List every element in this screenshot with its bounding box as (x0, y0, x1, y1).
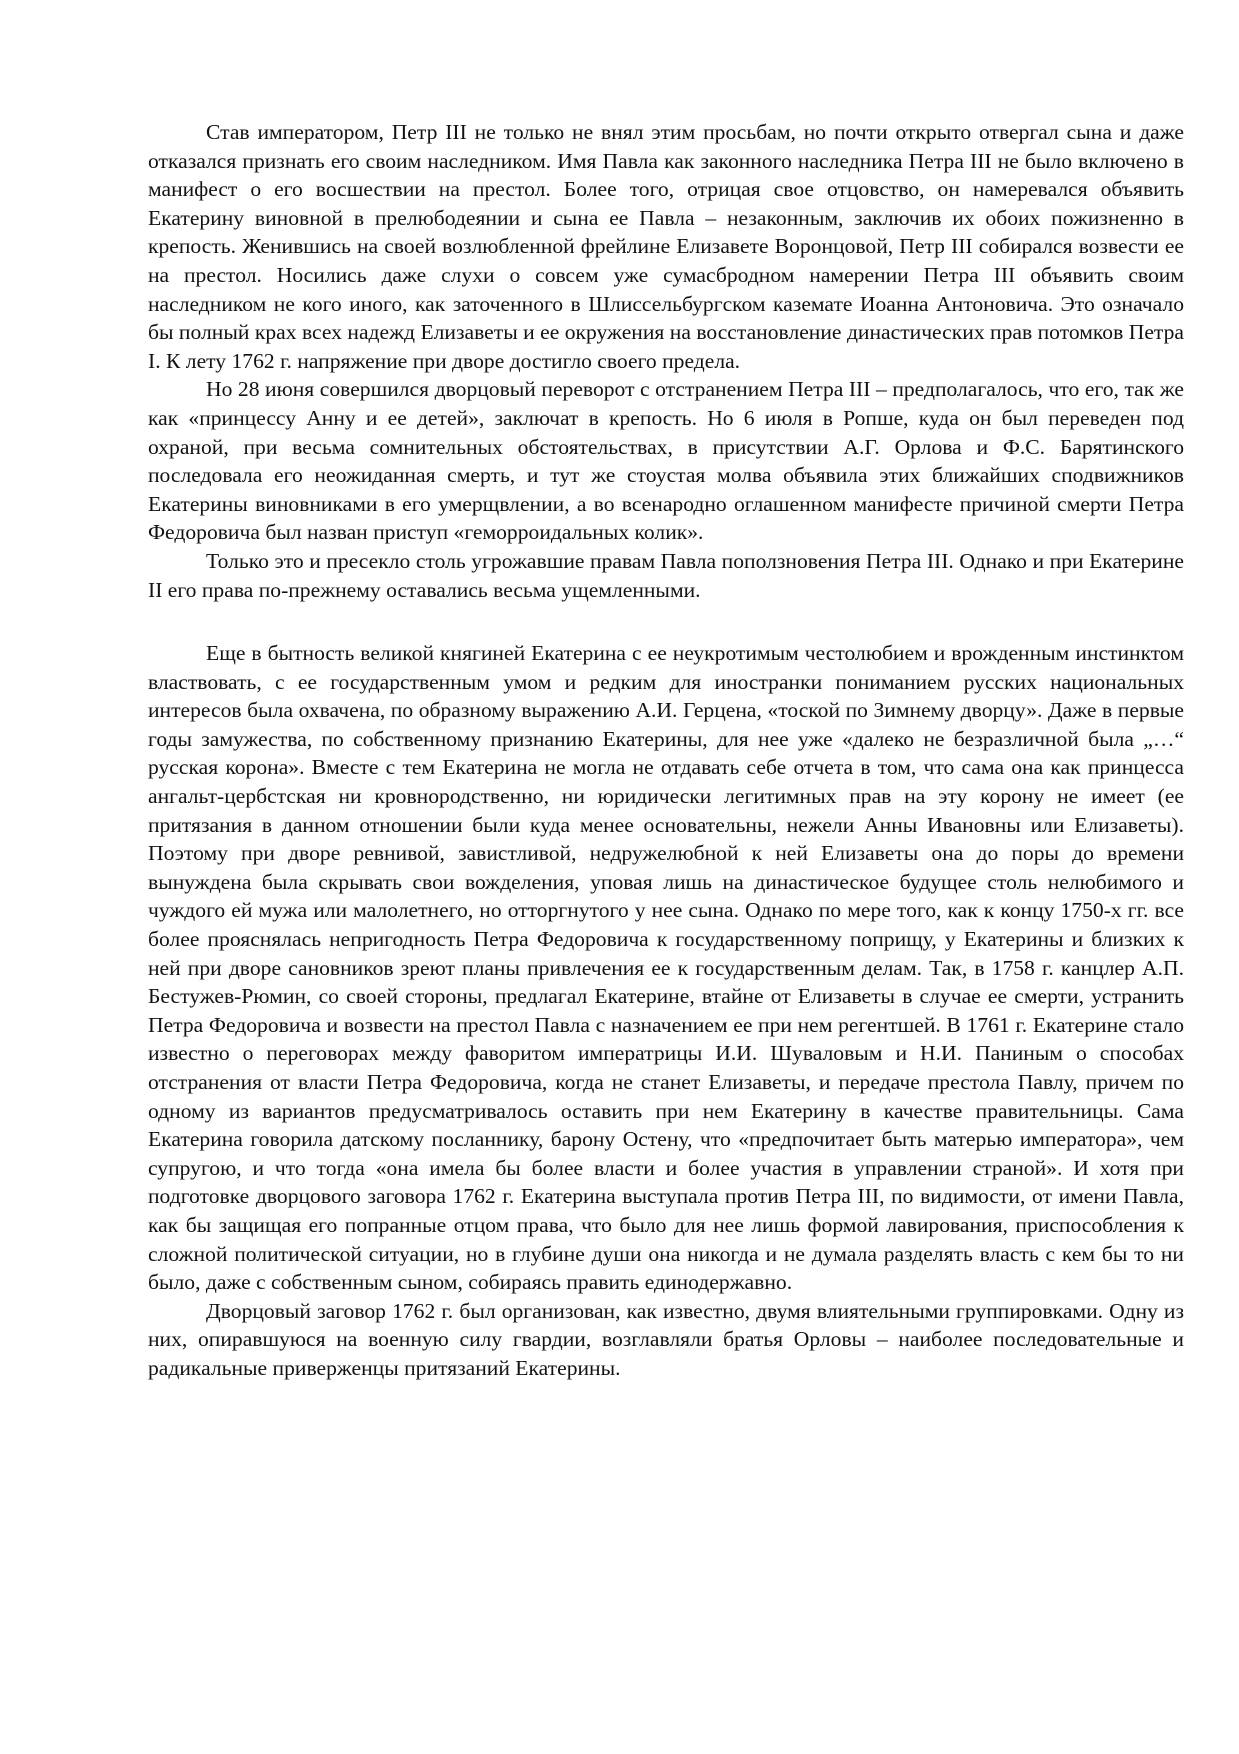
paragraph-2: Но 28 июня совершился дворцовый переворот с отстранением Петра III – предполагалось, что его, так же как «принцессу Анну и ее детей», заключат в крепость. Но 6 июля в Ропше, куда он был переведен под охраной, при весьма сомнительных обстоятельствах, в присутствии А.Г. Орлова и Ф.С. Барятинского последовала его неожиданная смерть, и тут же стоустая молва объявила этих ближайших сподвижников Екатерины виновниками в его умерщвлении, а во всенародно оглашенном манифесте причиной смерти Петра Федоровича был назван приступ «геморроидальных колик». (148, 377, 1184, 545)
paragraph-3: Только это и пресекло столь угрожавшие правам Павла поползновения Петра III. Однако и при Екатерине II его права по-прежнему оставались весьма ущемленными. (148, 548, 1184, 602)
paragraph-4: Еще в бытность великой княгиней Екатерина с ее неукротимым честолюбием и врожденным инстинктом властвовать, с ее государственным умом и редким для иностранки пониманием русских национальных интересов была охвачена, по образному выражению А.И. Герцена, «тоской по Зимнему дворцу». Даже в первые годы замужества, по собственному признанию Екатерины, для нее уже «далеко не безразличной была „…“ русская корона». Вместе с тем Екатерина не могла не отдавать себе отчета в том, что сама она как принцесса ангальт-цербстская ни кровнородственно, ни юридически легитимных прав на эту корону не имеет (ее притязания в данном отношении были куда менее основательны, нежели Анны Ивановны или Елизаветы). Поэтому при дворе ревнивой, завистливой, недружелюбной к ней Елизаветы она до поры до времени вынуждена была скрывать свои вожделения, уповая лишь на династическое будущее столь нелюбимого и чуждого ей мужа или малолетнего, но отторгнутого у нее сына. Однако по мере того, как к концу 1750-х гг. все более прояснялась непригодность Петра Федоровича к государственному поприщу, у Екатерины и близких к ней при дворе сановников зреют планы привлечения ее к государственным делам. Так, в 1758 г. канцлер А.П. Бестужев-Рюмин, со своей стороны, предлагал Екатерине, втайне от Елизаветы в случае ее смерти, устранить Петра Федоровича и возвести на престол Павла с назначением ее при нем регентшей. В 1761 г. Екатерине стало известно о переговорах между фаворитом императрицы И.И. Шуваловым и Н.И. Паниным о способах отстранения от власти Петра Федоровича, когда не станет Елизаветы, и передаче престола Павлу, причем по одному из вариантов предусматривалось оставить при нем Екатерину в качестве правительницы. Сама Екатерина говорила датскому посланнику, барону Остену, что «предпочитает быть матерью императора», чем супругою, и что тогда «она имела бы более власти и более участия в управлении страной». И хотя при подготовке дворцового заговора 1762 г. Екатерина выступала против Петра III, по видимости, от имени Павла, как бы защищая его попранные отцом права, что было для нее лишь формой лавирования, приспособления к сложной политической ситуации, но в глубине души она никогда и не думала разделять власть с кем бы то ни было, даже с собственным сыном, собираясь править единодержавно. (148, 641, 1184, 1295)
section-spacer (148, 604, 1184, 639)
paragraph-1: Став императором, Петр III не только не внял этим просьбам, но почти открыто отвергал сына и даже отказался признать его своим наследником. Имя Павла как законного наследника Петра III не было включено в манифест о его восшествии на престол. Более того, отрицая свое отцовство, он намеревался объявить Екатерину виновной в прелюбодеянии и сына ее Павла – незаконным, заключив их обоих пожизненно в крепость. Женившись на своей возлюбленной фрейлине Елизавете Воронцовой, Петр III собирался возвести ее на престол. Носились даже слухи о совсем уже сумасбродном намерении Петра III объявить своим наследником не кого иного, как заточенного в Шлиссельбургском каземате Иоанна Антоновича. Это означало бы полный крах всех надежд Елизаветы и ее окружения на восстановление династических прав потомков Петра I. К лету 1762 г. напряжение при дворе достигло своего предела. (148, 120, 1184, 373)
document-page (148, 118, 1184, 1383)
paragraph-5: Дворцовый заговор 1762 г. был организован, как известно, двумя влиятельными группировками. Одну из них, опиравшуюся на военную силу гвардии, возглавляли братья Орловы – наиболее последовательные и радикальные приверженцы притязаний Екатерины. (148, 1298, 1184, 1380)
